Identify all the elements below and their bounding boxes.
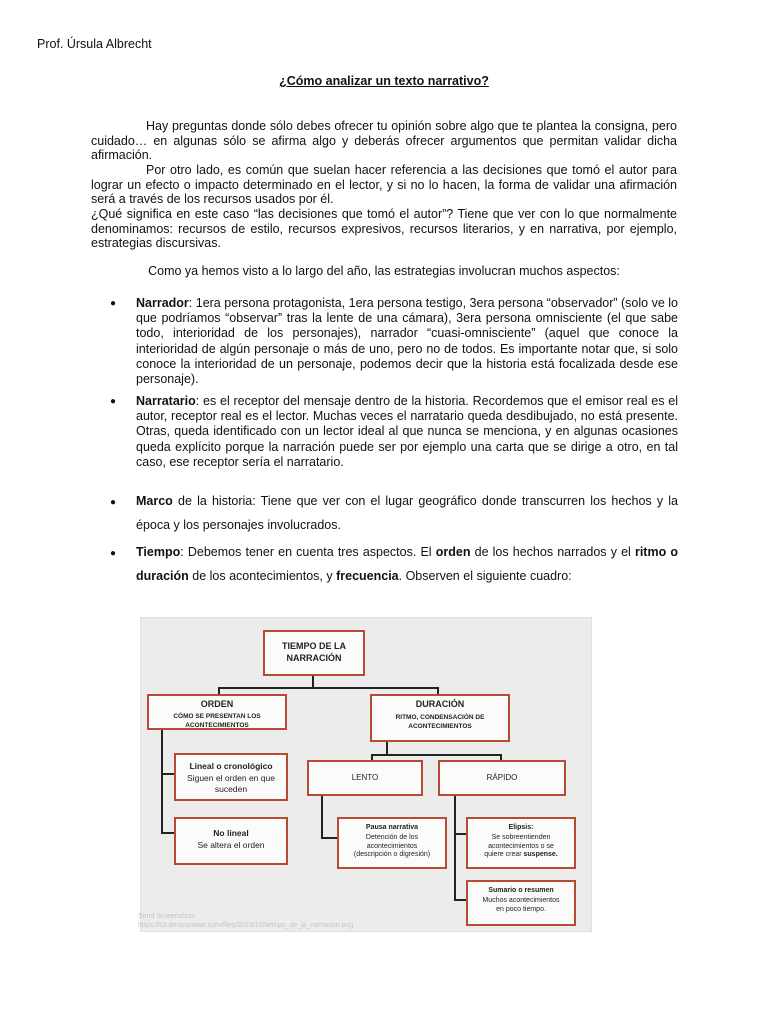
paragraph-intro: Hay preguntas donde sólo debes ofrecer tu opinión sobre algo que te plantea la consigna, pero cuidado… en algunas sólo se afirma algo y deberás ofrecer argumentos que permitan validar dicha afirmación. bbox=[91, 119, 677, 162]
term-narrador: Narrador bbox=[136, 296, 189, 310]
box-lineal: Lineal o cronológico Siguen el orden en que suceden bbox=[174, 753, 288, 801]
list-item-marco: ● Marco de la historia: Tiene que ver con el lugar geográfico donde transcurren los hechos y la época y los personajes involucrados. bbox=[110, 494, 678, 532]
box-sumario: Sumario o resumen Muchos acontecimientos en poco tiempo. bbox=[466, 880, 576, 926]
paragraph-question: ¿Qué significa en este caso “las decisiones que tomó el autor”? Tiene que ver con lo que normalmente denominamos: recursos de estilo, recursos expresivos, recursos literarios, y en narrativa, por ejemplo, estrategias discursivas. bbox=[91, 207, 677, 250]
box-elipsis: Elipsis: Se sobreentienden acontecimientos o se quiere crear suspense. bbox=[466, 817, 576, 869]
document-title: ¿Cómo analizar un texto narrativo? bbox=[279, 74, 489, 88]
box-tiempo-narracion: TIEMPO DE LA NARRACIÓN bbox=[263, 630, 365, 676]
term-marco: Marco bbox=[136, 494, 173, 508]
paragraph-strategies: Como ya hemos visto a lo largo del año, las estrategias involucran muchos aspectos: bbox=[148, 264, 620, 278]
list-item-tiempo: ● Tiempo: Debemos tener en cuenta tres aspectos. El orden de los hechos narrados y el ritmo o duración de los acontecimientos, y frecuencia. Observen el siguiente cuadro: bbox=[110, 545, 678, 583]
box-orden: ORDEN CÓMO SE PRESENTAN LOS ACONTECIMIENTOS bbox=[147, 694, 287, 730]
term-tiempo: Tiempo bbox=[136, 545, 181, 559]
bullet-icon: ● bbox=[110, 298, 117, 309]
box-duracion: DURACIÓN RITMO, CONDENSACIÓN DE ACONTECIMIENTOS bbox=[370, 694, 510, 742]
author-name: Prof. Úrsula Albrecht bbox=[37, 37, 152, 51]
box-rapido: RÁPIDO bbox=[438, 760, 566, 796]
watermark: Send Screenshots https://s3.amazonaws.com/files/2019/10/tiempo_de_la_narracion.png bbox=[138, 913, 354, 929]
bullet-icon: ● bbox=[110, 497, 117, 508]
box-pausa-narrativa: Pausa narrativa Detención de los acontecimientos (descripción o digresión) bbox=[337, 817, 447, 869]
term-narratario: Narratario bbox=[136, 394, 196, 408]
list-item-narrador: ● Narrador: 1era persona protagonista, 1era persona testigo, 3era persona “observador” (solo ve lo que podríamos “observar” tras la lente de una cámara), 3era persona omnisciente (el que sabe todo, interioridad de los personajes), narrador “cuasi-omnisciente” (aquel que conoce la interioridad de algún personaje o más de uno, pero no de todos. Es importante notar que, si solo conoce la interioridad de un personaje, podemos decir que la historia está focalizada desde ese personaje). bbox=[110, 296, 678, 387]
bullet-icon: ● bbox=[110, 396, 117, 407]
list-item-narratario: ● Narratario: es el receptor del mensaje dentro de la historia. Recordemos que el emisor real es el autor, receptor real es el lector. Muchas veces el narratario queda desdibujado, no está presente. Otras, queda identificado con un lector ideal al que nunca se menciona, y en algunas ocasiones queda explícito porque la narración puede ser por ejemplo una carta que se dirige a otro, en tal caso, ese receptor sería el narratario. bbox=[110, 394, 678, 469]
bullet-icon: ● bbox=[110, 548, 117, 559]
box-no-lineal: No lineal Se altera el orden bbox=[174, 817, 288, 865]
time-narration-diagram bbox=[140, 617, 592, 932]
paragraph-decisions: Por otro lado, es común que suelan hacer referencia a las decisiones que tomó el autor para lograr un efecto o impacto determinado en el lector, y si no lo hacen, la forma de validar una afirmación será a través de los recursos usados por él. bbox=[91, 163, 677, 206]
box-lento: LENTO bbox=[307, 760, 423, 796]
